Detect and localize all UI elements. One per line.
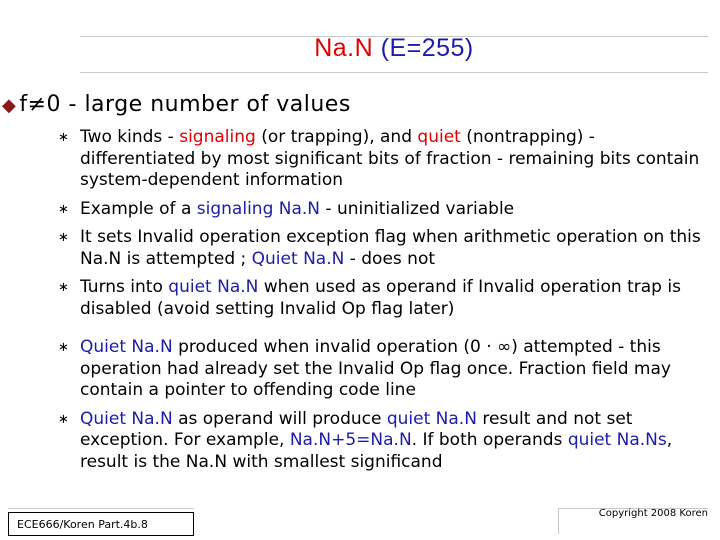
footer-course-label: ECE666/Koren Part.4b.8 (8, 512, 194, 536)
bullet-text-segment: Two kinds - (80, 127, 180, 147)
bullet-text-segment: quiet Na.N (168, 277, 259, 297)
bullet-text-segment: It sets Invalid operation exception flag when arithmetic operation on this Na.N is attempted ; (80, 227, 701, 269)
bullet-list (33, 127, 713, 480)
bullet-item (33, 409, 713, 474)
asterisk-bullet-icon: ∗ (58, 201, 69, 217)
bullet-text-segment: quiet Na.Ns (567, 430, 667, 450)
bullet-text-segment: Turns into (80, 277, 169, 297)
bullet-text-segment: (nontrapping) - differentiated by most significant bits of fraction - remaining bits contain system-dependent information (80, 127, 700, 190)
slide-title (80, 34, 708, 63)
bullet-text-segment: when used as operand if Invalid operation trap is disabled (avoid setting Invalid Op flag later) (80, 277, 681, 319)
asterisk-bullet-icon: ∗ (58, 230, 69, 245)
bullet-text-segment: Quiet Na.N (80, 337, 173, 357)
bullet-item (33, 227, 713, 270)
asterisk-bullet-icon: ∗ (58, 130, 69, 145)
bullet-text-segment: , result is the Na.N with smallest significand (80, 430, 673, 472)
asterisk-bullet-icon: ∗ (58, 411, 69, 427)
bullet-text-segment: Example of a (80, 198, 197, 219)
bullet-text-segment: result and not set exception. For example, (80, 408, 633, 450)
title-bottom-rule (80, 72, 708, 73)
diamond-bullet-icon: ◆ (2, 95, 17, 116)
bullet-text-segment: quiet Na.N (386, 408, 477, 429)
bullet-item (33, 127, 713, 192)
bullet-item (33, 277, 713, 320)
bullet-text-segment: . If both operands (411, 430, 568, 450)
title-paren: (E=255) (380, 34, 474, 62)
bullet-text-segment: produced when invalid operation (0 · ∞) attempted - this operation had already set the Invalid Op flag once. Fraction field may contain a pointer to offending code line (80, 337, 671, 400)
bullet-text-segment: Na.N+5=Na.N (289, 430, 412, 450)
footer-copyright: Copyright 2008 Koren (598, 508, 708, 519)
asterisk-bullet-icon: ∗ (58, 280, 69, 295)
bullet-text-segment: - uninitialized variable (320, 198, 515, 219)
main-point-text: f≠0 - large number of values (19, 92, 351, 117)
title-main: Na.N (314, 34, 381, 62)
footer-divider (558, 508, 559, 534)
main-point (2, 92, 351, 117)
bullet-text-segment: Quiet Na.N (80, 408, 173, 429)
bullet-text-segment: - does not (344, 248, 436, 269)
bullet-item (33, 199, 713, 221)
bullet-text-segment: signaling Na.N (196, 198, 321, 219)
bullet-text-segment: signaling (179, 127, 256, 147)
asterisk-bullet-icon: ∗ (58, 340, 69, 355)
bullet-text-segment: quiet (417, 127, 461, 147)
bullet-item (33, 337, 713, 402)
bullet-text-segment: Quiet Na.N (251, 248, 345, 269)
footer-left-rule (8, 508, 194, 509)
bullet-text-segment: (or trapping), and (255, 127, 418, 147)
bullet-text-segment: as operand will produce (172, 408, 387, 429)
